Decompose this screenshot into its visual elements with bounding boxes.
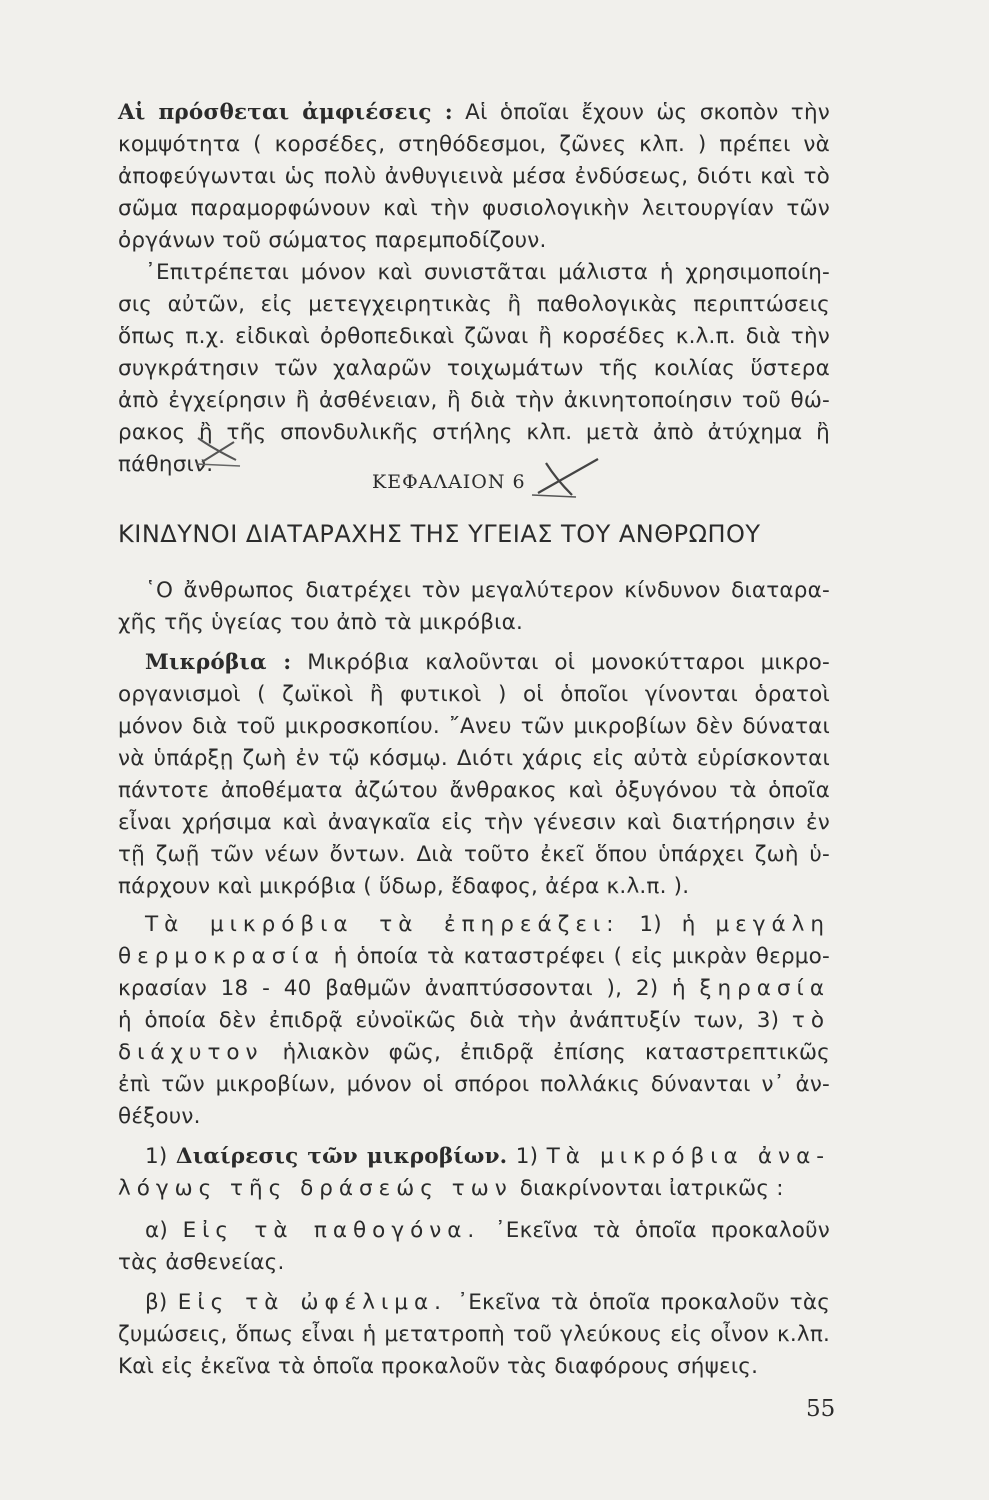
section-heading-microbes: Μικρόβια : — [145, 650, 292, 675]
spaced-text: τὸ — [791, 1008, 830, 1033]
paragraph-line: νὰ ὑπάρξῃ ζωὴ ἐν τῷ κόσμῳ. Διότι χάρις εἰς αὐτὰ εὑρίσκονται — [118, 746, 830, 771]
paragraph-line: συγκράτησιν τῶν χαλαρῶν τοιχωμάτων τῆς κοιλίας ὕστερα — [118, 356, 830, 381]
paragraph-line — [145, 914, 830, 936]
text-run: 1) — [515, 1144, 539, 1169]
paragraph-line — [118, 978, 830, 1000]
paragraph-line: μόνον διὰ τοῦ μικροσκοπίου. ῎Ανευ τῶν μικροβίων δὲν δύναται — [118, 714, 830, 739]
paragraph-line: εἶναι χρήσιμα καὶ ἀναγκαῖα εἰς τὴν γένεσιν καὶ διατήρησιν ἐν — [118, 810, 830, 835]
spaced-text: διάχυτον — [118, 1040, 264, 1065]
text-run: ᾿Εκεῖνα τὰ ὁποῖα προκαλοῦν τὰς — [457, 1290, 831, 1315]
list-item-pathogenic — [145, 1220, 830, 1242]
paragraph-line: πάρχουν καὶ μικρόβια ( ὕδωρ, ἔδαφος, ἀέρα κ.λ.π. ). — [118, 874, 690, 899]
paragraph-line: κομψότητα ( κορσέδες, στηθόδεσμοι, ζῶνες κλπ. ) πρέπει νὰ — [118, 132, 830, 157]
spaced-text: Εἰς τὰ παθογόνα. — [182, 1218, 481, 1243]
paragraph-line — [118, 946, 830, 968]
text-run: ἡ ὁποία δὲν ἐπιδρᾷ εὐνοϊκῶς διὰ τὴν ἀνάπτυξίν των, 3) — [118, 1008, 780, 1033]
paragraph-line: ὅπως π.χ. εἰδικαὶ ὀρθοπεδικαὶ ζῶναι ἢ κορσέδες κ.λ.π. διὰ τὴν — [118, 324, 830, 349]
text-run: ᾿Εκεῖνα τὰ ὁποῖα προκαλοῦν — [494, 1218, 830, 1243]
page-number: 55 — [806, 1396, 836, 1422]
spaced-text: Εἰς τὰ ὠφέλιμα. — [177, 1290, 447, 1315]
spaced-text: θερμοκρασία — [118, 944, 325, 969]
list-label: α) — [145, 1218, 168, 1243]
paragraph-line: πάθησιν. — [118, 452, 214, 477]
text-run: 1) ἡ — [639, 912, 696, 937]
paragraph-line: ρακος ἢ τῆς σπονδυλικῆς στήλης κλπ. μετὰ ἀπὸ ἀτύχημα ἢ — [118, 420, 830, 445]
chapter-title: ΚΙΝΔΥΝΟΙ ΔΙΑΤΑΡΑΧΗΣ ΤΗΣ ΥΓΕΙΑΣ ΤΟΥ ΑΝΘΡΩΠΟΥ — [118, 520, 761, 548]
paragraph-line: ᾿Επιτρέπεται μόνον καὶ συνιστᾶται μάλιστα ἡ χρησιμοποίη- — [145, 260, 830, 285]
paragraph-line: ζυμώσεις, ὅπως εἶναι ἡ μετατροπὴ τοῦ γλεύκους εἰς οἶνον κ.λπ. — [118, 1322, 830, 1347]
list-item-beneficial — [145, 1292, 830, 1314]
paragraph-line: Καὶ εἰς ἐκεῖνα τὰ ὁποῖα προκαλοῦν τὰς διαφόρους σήψεις. — [118, 1354, 759, 1379]
paragraph-line — [118, 1010, 830, 1032]
paragraph-line: τὰς ἀσθενείας. — [118, 1250, 285, 1275]
paragraph-line: ἐπὶ τῶν μικροβίων, μόνον οἱ σπόροι πολλάκις δύνανται ν᾿ ἀν- — [118, 1072, 830, 1097]
paragraph-line: πάντοτε ἀποθέματα ἀζώτου ἄνθρακος καὶ ὀξυγόνου τὰ ὁποῖα — [118, 778, 830, 803]
paragraph-line — [145, 652, 830, 674]
list-label: β) — [145, 1290, 168, 1315]
paragraph-line: χῆς τῆς ὑγείας του ἀπὸ τὰ μικρόβια. — [118, 610, 524, 635]
spaced-text: Τὰ μικρόβια τὰ ἐπηρεάζει: — [145, 912, 620, 937]
paragraph-line — [118, 1042, 830, 1064]
pencil-cross-icon — [528, 455, 608, 501]
paragraph-line — [145, 1146, 830, 1168]
text-run: 1) — [145, 1144, 168, 1169]
spaced-text: λόγως τῆς δράσεώς των — [118, 1176, 513, 1201]
paragraph-line: οργανισμοὶ ( ζωϊκοὶ ἢ φυτικοὶ ) οἱ ὁποῖοι γίνονται ὁρατοὶ — [118, 682, 830, 707]
text-run: κρασίαν 18 - 40 βαθμῶν ἀναπτύσσονται ), 2) ἡ — [118, 976, 686, 1001]
paragraph-line: σῶμα παραμορφώνουν καὶ τὴν φυσιολογικὴν λειτουργίαν τῶν — [118, 196, 830, 221]
chapter-label: ΚΕΦΑΛΑΙΟΝ 6 — [372, 471, 526, 493]
text-run: Μικρόβια καλοῦνται οἱ μονοκύτταροι μικρο- — [307, 650, 830, 675]
text-run: ἡλιακὸν φῶς, ἐπιδρᾷ ἐπίσης καταστρεπτικῶς — [282, 1040, 830, 1065]
text-run: διακρίνονται ἰατρικῶς : — [519, 1176, 784, 1201]
paragraph-line — [118, 1178, 830, 1200]
paragraph-line: τῇ ζωῇ τῶν νέων ὄντων. Διὰ τοῦτο ἐκεῖ ὅπου ὑπάρχει ζωὴ ὑ- — [118, 842, 830, 867]
text-run: Αἱ ὁποῖαι ἔχουν ὡς σκοπὸν τὴν — [465, 100, 830, 125]
section-heading-garments: Αἱ πρόσθεται ἀμφιέσεις : — [118, 100, 453, 125]
paragraph-line — [118, 102, 830, 124]
paragraph-line: σις αὐτῶν, εἰς μετεγχειρητικὰς ἢ παθολογικὰς περιπτώσεις — [118, 292, 830, 317]
paragraph-line: ῾Ο ἄνθρωπος διατρέχει τὸν μεγαλύτερον κίνδυνον διαταρα- — [145, 578, 830, 603]
paragraph-line: ἀποφεύγωνται ὡς πολὺ ἀνθυγιεινὰ μέσα ἐνδύσεως, διότι καὶ τὸ — [118, 164, 830, 189]
section-heading-division: Διαίρεσις τῶν μικροβίων. — [175, 1144, 508, 1169]
spaced-text: μεγάλη — [715, 912, 830, 937]
paragraph-line: ὀργάνων τοῦ σώματος παρεμποδίζουν. — [118, 228, 547, 253]
paragraph-line: θέξουν. — [118, 1104, 201, 1129]
text-run: ἡ ὁποία τὰ καταστρέφει ( εἰς μικρὰν θερμο- — [333, 944, 830, 969]
pencil-mark-icon — [190, 430, 250, 470]
paragraph-line: ἀπὸ ἐγχείρησιν ἢ ἀσθένειαν, ἢ διὰ τὴν ἀκινητοποίησιν τοῦ θώ- — [118, 388, 830, 413]
spaced-text: Τὰ μικρόβια ἀνα- — [546, 1144, 830, 1169]
spaced-text: ξηρασία — [699, 976, 830, 1001]
